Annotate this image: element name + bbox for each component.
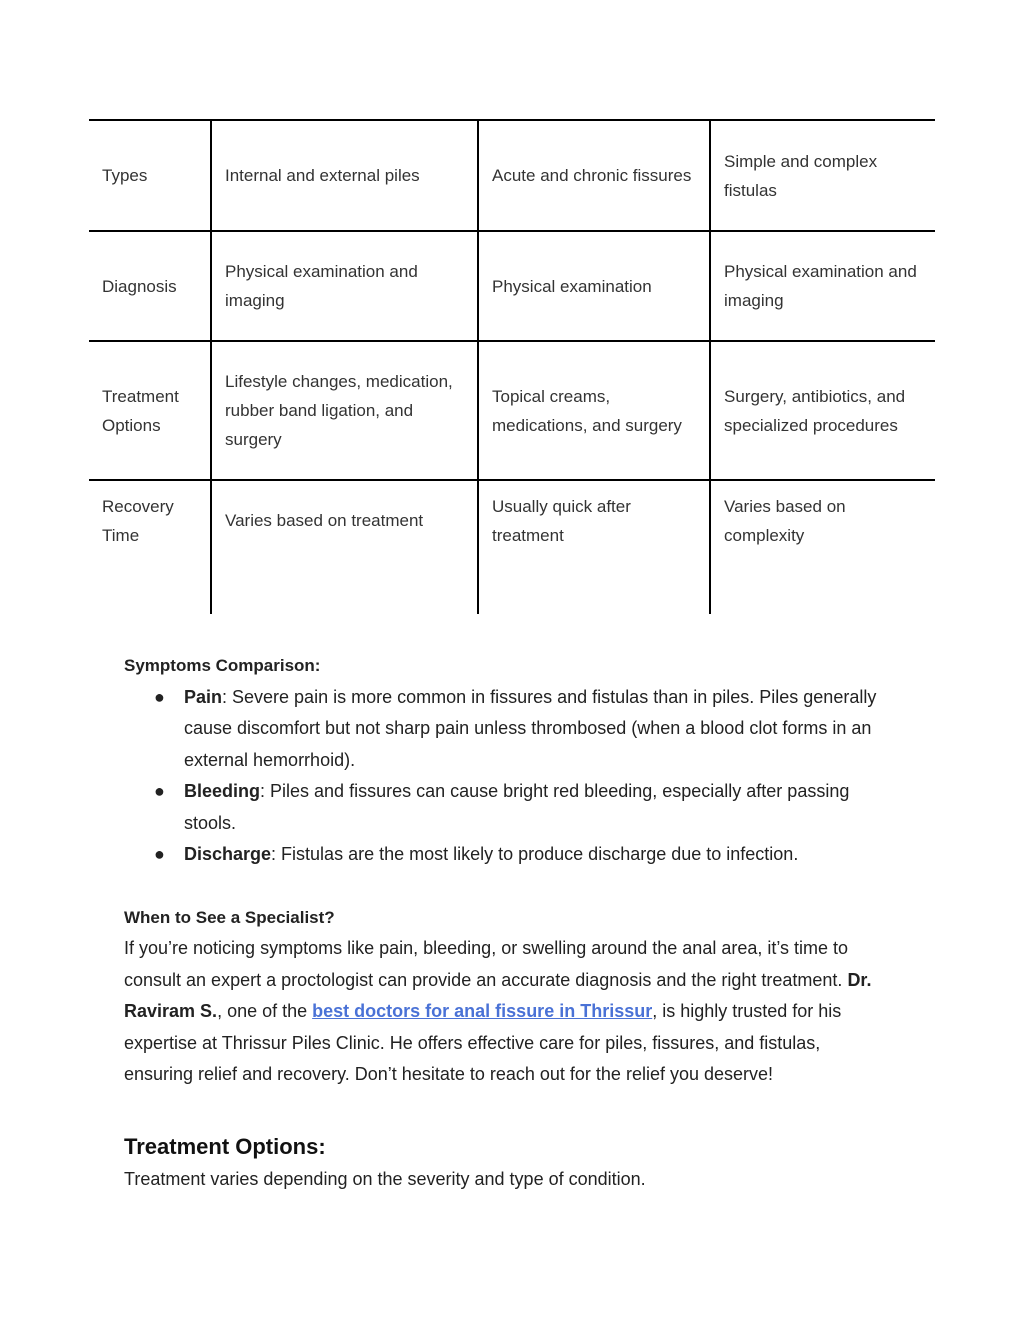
fissures-cell: Acute and chronic fissures <box>478 120 710 231</box>
symptom-term: Pain <box>184 686 223 707</box>
piles-cell: Internal and external piles <box>211 120 478 231</box>
symptom-text: : Piles and fissures can cause bright red bleeding, especially after passing stools. <box>184 781 850 833</box>
piles-cell: Physical examination and imaging <box>211 231 478 341</box>
symptom-term: Bleeding <box>184 781 261 801</box>
comparison-table <box>89 119 935 614</box>
table-row <box>89 120 935 231</box>
doctor-name: Dr. Raviram S. <box>124 969 872 1021</box>
fissures-cell: Topical creams, medications, and surgery <box>478 341 710 480</box>
fistulas-cell: Simple and complex fistulas <box>710 120 935 231</box>
list-item <box>124 839 894 871</box>
specialist-paragraph <box>124 933 894 1091</box>
treatment-heading: Treatment Options: <box>124 1133 326 1159</box>
symptom-term: Discharge <box>184 844 272 864</box>
row-label: Diagnosis <box>89 231 211 341</box>
piles-cell: Lifestyle changes, medication, rubber band ligation, and surgery <box>211 341 478 480</box>
best-doctors-link[interactable]: best doctors for anal fissure in Thrissur <box>312 1001 653 1021</box>
fistulas-cell: Surgery, antibiotics, and specialized procedures <box>710 341 935 480</box>
specialist-heading: When to See a Specialist? <box>124 907 335 927</box>
symptom-text: : Fistulas are the most likely to produce discharge due to infection. <box>271 844 799 864</box>
fissures-cell: Physical examination <box>478 231 710 341</box>
symptom-text: : Severe pain is more common in fissures and fistulas than in piles. Piles generally cause discomfort but not sharp pain unless thrombosed (when a blood clot forms in an external hemorrhoid). <box>184 686 877 770</box>
fissures-cell: Usually quick after treatment <box>478 480 710 614</box>
specialist-text-3: , is highly trusted for his expertise at Thrissur Piles Clinic. He offers effective care for piles, fissures, and fistulas, ensuring relief and recovery. Don’t hesitate to reach out for the relief you deserve! <box>124 1001 842 1084</box>
specialist-text-2: , one of the <box>217 1001 313 1021</box>
row-label: Treatment Options <box>89 341 211 480</box>
symptoms-heading: Symptoms Comparison: <box>124 656 321 675</box>
table-row <box>89 480 935 614</box>
row-label: Recovery Time <box>89 480 211 614</box>
row-label: Types <box>89 120 211 231</box>
symptoms-list <box>124 682 894 871</box>
specialist-text-1: If you’re noticing symptoms like pain, bleeding, or swelling around the anal area, it’s time to consult an expert a proctologist can provide an accurate diagnosis and the right treatment. <box>124 938 849 990</box>
paragraph-spacer <box>124 871 894 902</box>
list-item <box>124 776 894 839</box>
list-item <box>124 682 894 777</box>
fistulas-cell: Varies based on complexity <box>710 480 935 614</box>
fistulas-cell: Physical examination and imaging <box>710 231 935 341</box>
table-row <box>89 231 935 341</box>
table-row <box>89 341 935 480</box>
bullet-icon: ● <box>154 686 165 707</box>
bullet-icon: ● <box>154 781 165 801</box>
treatment-text: Treatment varies depending on the severity and type of condition. <box>124 1168 646 1189</box>
piles-cell: Varies based on treatment <box>211 480 478 614</box>
article-body <box>124 650 894 1195</box>
bullet-icon: ● <box>154 844 165 864</box>
